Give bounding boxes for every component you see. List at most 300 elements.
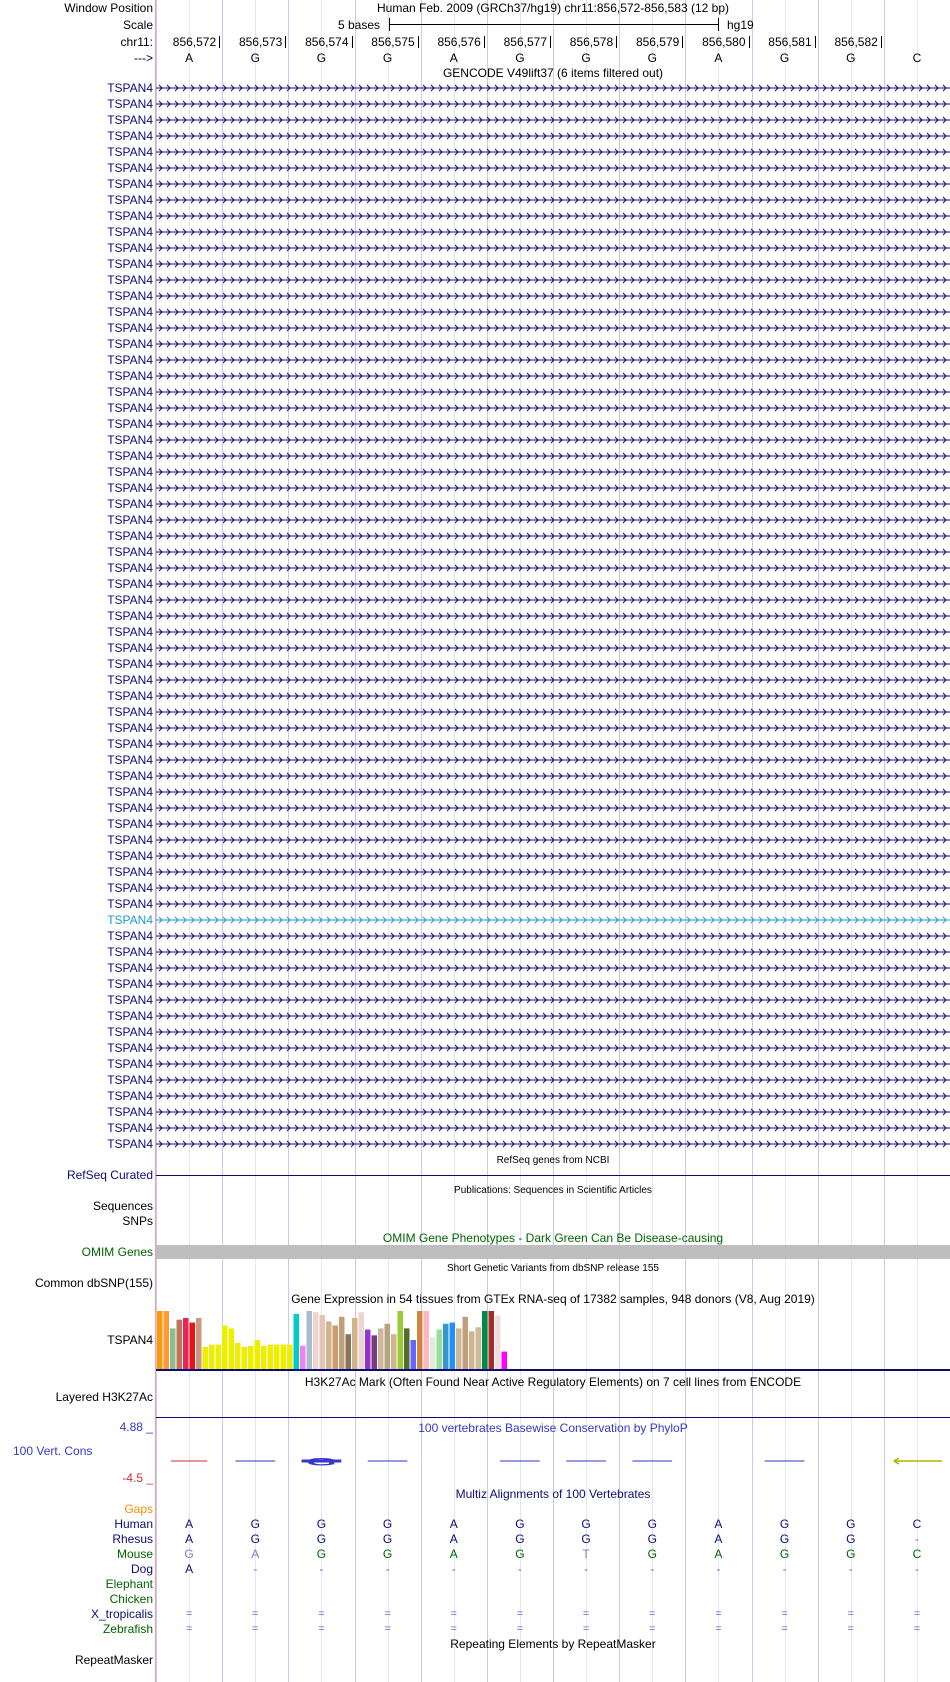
transcript-intron-line[interactable] <box>156 1042 950 1054</box>
gencode-transcript-row[interactable] <box>0 560 950 576</box>
transcript-label[interactable]: TSPAN4 <box>107 689 153 703</box>
transcript-label[interactable]: TSPAN4 <box>107 337 153 351</box>
gtex-tissue-bar[interactable] <box>352 1318 358 1369</box>
transcript-label[interactable]: TSPAN4 <box>107 929 153 943</box>
transcript-intron-line[interactable] <box>156 130 950 142</box>
gtex-track-title[interactable]: Gene Expression in 54 tissues from GTEx RNA-seq of 17382 samples, 948 donors (V8, Aug 2019) <box>291 1292 815 1306</box>
transcript-label[interactable]: TSPAN4 <box>107 385 153 399</box>
gencode-transcript-row[interactable] <box>0 272 950 288</box>
multiz-gaps-label[interactable]: Gaps <box>124 1502 153 1516</box>
transcript-intron-line[interactable] <box>156 1058 950 1070</box>
transcript-intron-line[interactable] <box>156 354 950 366</box>
transcript-intron-line[interactable] <box>156 802 950 814</box>
gtex-tissue-bar[interactable] <box>339 1317 345 1369</box>
gtex-tissue-bar[interactable] <box>437 1330 443 1369</box>
transcript-intron-line[interactable] <box>156 594 950 606</box>
gencode-transcript-row[interactable] <box>0 1008 950 1024</box>
transcript-label[interactable]: TSPAN4 <box>107 113 153 127</box>
transcript-intron-line[interactable] <box>156 1010 950 1022</box>
gencode-transcript-row[interactable] <box>0 448 950 464</box>
transcript-label[interactable]: TSPAN4 <box>107 1009 153 1023</box>
gtex-tissue-bar[interactable] <box>378 1328 384 1369</box>
gtex-tissue-bar[interactable] <box>417 1311 423 1369</box>
gencode-transcript-row[interactable] <box>0 784 950 800</box>
transcript-intron-line[interactable] <box>156 882 950 894</box>
multiz-species-label[interactable]: Rhesus <box>112 1532 153 1546</box>
gtex-tissue-bar[interactable] <box>411 1340 417 1369</box>
gencode-transcript-row[interactable] <box>0 336 950 352</box>
transcript-intron-line[interactable] <box>156 1074 950 1086</box>
transcript-label[interactable]: TSPAN4 <box>107 897 153 911</box>
multiz-aligned-base: G <box>647 1517 657 1531</box>
multiz-species-label[interactable]: Zebrafish <box>102 1622 153 1636</box>
gencode-transcript-row[interactable] <box>0 368 950 384</box>
transcript-label[interactable]: TSPAN4 <box>107 593 153 607</box>
transcript-label[interactable]: TSPAN4 <box>107 161 153 175</box>
gencode-transcript-row[interactable] <box>0 432 950 448</box>
multiz-track-title[interactable]: Multiz Alignments of 100 Vertebrates <box>455 1487 651 1501</box>
gencode-transcript-row[interactable] <box>0 240 950 256</box>
transcript-label[interactable]: TSPAN4 <box>107 465 153 479</box>
gtex-tissue-bar[interactable] <box>170 1328 176 1369</box>
gtex-tissue-bar[interactable] <box>248 1346 254 1369</box>
omim-track-title[interactable]: OMIM Gene Phenotypes - Dark Green Can Be Disease-causing <box>382 1231 724 1245</box>
gencode-transcript-row[interactable] <box>0 1040 950 1056</box>
assembly-position-title[interactable]: Human Feb. 2009 (GRCh37/hg19) chr11:856,572-856,583 (12 bp) <box>376 1 729 15</box>
gtex-tissue-bar[interactable] <box>372 1335 378 1369</box>
gencode-transcript-row[interactable] <box>0 480 950 496</box>
transcript-intron-line[interactable] <box>156 866 950 878</box>
transcript-label[interactable]: TSPAN4 <box>107 1137 153 1151</box>
transcript-label[interactable]: TSPAN4 <box>107 321 153 335</box>
transcript-intron-line[interactable] <box>156 402 950 414</box>
gencode-transcript-row[interactable] <box>0 576 950 592</box>
gtex-tissue-bar[interactable] <box>300 1346 306 1369</box>
transcript-intron-line[interactable] <box>156 178 950 190</box>
transcript-label[interactable]: TSPAN4 <box>107 801 153 815</box>
transcript-label[interactable]: TSPAN4 <box>107 1073 153 1087</box>
transcript-label[interactable]: TSPAN4 <box>107 865 153 879</box>
transcript-intron-line[interactable] <box>156 946 950 958</box>
phylop-track-label[interactable]: 100 Vert. Cons <box>13 1444 93 1458</box>
transcript-intron-line[interactable] <box>156 370 950 382</box>
transcript-label[interactable]: TSPAN4 <box>107 657 153 671</box>
transcript-intron-line[interactable] <box>156 994 950 1006</box>
multiz-species-row[interactable] <box>0 1532 950 1547</box>
transcript-label[interactable]: TSPAN4 <box>107 529 153 543</box>
gencode-transcript-row[interactable] <box>0 976 950 992</box>
transcript-intron-line[interactable] <box>156 162 950 174</box>
transcript-intron-line[interactable] <box>156 642 950 654</box>
transcript-intron-line[interactable] <box>156 1138 950 1150</box>
gtex-tissue-bar[interactable] <box>294 1314 300 1369</box>
transcript-intron-line[interactable] <box>156 482 950 494</box>
multiz-species-label[interactable]: Dog <box>130 1562 153 1576</box>
gencode-transcript-row[interactable] <box>0 80 950 96</box>
gtex-tissue-bar[interactable] <box>242 1347 248 1369</box>
gtex-tissue-bar[interactable] <box>216 1345 222 1369</box>
gtex-tissue-bar[interactable] <box>502 1352 508 1369</box>
transcript-label[interactable]: TSPAN4 <box>107 241 153 255</box>
gencode-transcript-row[interactable] <box>0 112 950 128</box>
transcript-intron-line[interactable] <box>156 562 950 574</box>
gtex-tissue-bar[interactable] <box>268 1345 274 1369</box>
gencode-transcript-row[interactable] <box>0 688 950 704</box>
gtex-tissue-bar[interactable] <box>183 1318 189 1369</box>
transcript-intron-line[interactable] <box>156 194 950 206</box>
refseq-track-title[interactable]: RefSeq genes from NCBI <box>496 1155 610 1166</box>
gencode-transcript-row[interactable] <box>0 624 950 640</box>
transcript-intron-line[interactable] <box>156 770 950 782</box>
transcript-label[interactable]: TSPAN4 <box>107 641 153 655</box>
transcript-label[interactable]: TSPAN4 <box>107 785 153 799</box>
gencode-transcript-row[interactable] <box>0 208 950 224</box>
transcript-label[interactable]: TSPAN4 <box>107 545 153 559</box>
gtex-tissue-bar[interactable] <box>235 1343 241 1369</box>
gtex-tissue-bar[interactable] <box>476 1327 482 1369</box>
gtex-track-label[interactable]: TSPAN4 <box>107 1333 153 1347</box>
gencode-transcript-row[interactable] <box>0 224 950 240</box>
gencode-transcript-row[interactable] <box>0 656 950 672</box>
gtex-tissue-bar[interactable] <box>385 1324 391 1369</box>
gencode-transcript-row[interactable] <box>0 704 950 720</box>
gtex-tissue-bar[interactable] <box>326 1321 332 1369</box>
gtex-tissue-bar[interactable] <box>177 1320 183 1369</box>
gencode-transcript-row[interactable] <box>0 512 950 528</box>
transcript-label[interactable]: TSPAN4 <box>107 1121 153 1135</box>
transcript-label[interactable]: TSPAN4 <box>107 769 153 783</box>
transcript-intron-line[interactable] <box>156 274 950 286</box>
omim-gene-bar[interactable] <box>156 1245 950 1259</box>
gtex-tissue-bar[interactable] <box>346 1334 352 1369</box>
transcript-label[interactable]: TSPAN4 <box>107 1041 153 1055</box>
transcript-intron-line[interactable] <box>156 1026 950 1038</box>
transcript-label[interactable]: TSPAN4 <box>107 209 153 223</box>
gencode-transcript-row[interactable] <box>0 816 950 832</box>
multiz-species-row[interactable] <box>0 1547 950 1562</box>
transcript-intron-line[interactable] <box>156 146 950 158</box>
transcript-label[interactable]: TSPAN4 <box>107 353 153 367</box>
gtex-tissue-bar[interactable] <box>450 1323 456 1369</box>
gtex-tissue-bar[interactable] <box>489 1311 495 1369</box>
transcript-intron-line[interactable] <box>156 1090 950 1102</box>
transcript-label[interactable]: TSPAN4 <box>107 961 153 975</box>
gencode-transcript-row[interactable] <box>0 320 950 336</box>
transcript-label[interactable]: TSPAN4 <box>107 193 153 207</box>
transcript-label[interactable]: TSPAN4 <box>107 401 153 415</box>
publications-snps-label[interactable]: SNPs <box>122 1214 153 1228</box>
transcript-intron-line[interactable] <box>156 962 950 974</box>
transcript-intron-line[interactable] <box>156 498 950 510</box>
gencode-transcript-row[interactable] <box>0 832 950 848</box>
gencode-track-title[interactable]: GENCODE V49lift37 (6 items filtered out) <box>442 66 664 80</box>
gencode-transcript-row[interactable] <box>0 176 950 192</box>
transcript-label[interactable]: TSPAN4 <box>107 833 153 847</box>
transcript-label[interactable]: TSPAN4 <box>107 1089 153 1103</box>
gencode-transcript-row[interactable] <box>0 1136 950 1152</box>
gtex-tissue-bar[interactable] <box>333 1326 339 1370</box>
gencode-transcript-row[interactable] <box>0 880 950 896</box>
transcript-label[interactable]: TSPAN4 <box>107 497 153 511</box>
transcript-label[interactable]: TSPAN4 <box>107 97 153 111</box>
gencode-transcript-row[interactable] <box>0 288 950 304</box>
gtex-tissue-bar[interactable] <box>203 1347 209 1369</box>
gencode-transcript-row[interactable] <box>0 944 950 960</box>
transcript-intron-line[interactable] <box>156 658 950 670</box>
transcript-intron-line[interactable] <box>156 978 950 990</box>
transcript-label[interactable]: TSPAN4 <box>107 977 153 991</box>
transcript-label[interactable]: TSPAN4 <box>107 849 153 863</box>
transcript-intron-line[interactable] <box>156 674 950 686</box>
gtex-tissue-bar[interactable] <box>469 1331 475 1369</box>
gencode-transcript-row[interactable] <box>0 464 950 480</box>
gtex-tissue-bar[interactable] <box>482 1311 488 1369</box>
gtex-tissue-bar[interactable] <box>281 1345 287 1369</box>
transcript-intron-line[interactable] <box>156 546 950 558</box>
gencode-transcript-row[interactable] <box>0 896 950 912</box>
transcript-intron-line[interactable] <box>156 818 950 830</box>
gtex-tissue-bar[interactable] <box>313 1312 319 1369</box>
transcript-label[interactable]: TSPAN4 <box>107 1057 153 1071</box>
transcript-intron-line[interactable] <box>156 82 950 94</box>
transcript-intron-line[interactable] <box>156 626 950 638</box>
gencode-transcript-row[interactable] <box>0 1120 950 1136</box>
transcript-label[interactable]: TSPAN4 <box>107 945 153 959</box>
gencode-transcript-row[interactable] <box>0 304 950 320</box>
repeatmasker-track-title[interactable]: Repeating Elements by RepeatMasker <box>450 1637 656 1651</box>
transcript-intron-line[interactable] <box>156 834 950 846</box>
transcript-intron-line[interactable] <box>156 210 950 222</box>
gencode-transcript-row[interactable] <box>0 416 950 432</box>
transcript-label[interactable]: TSPAN4 <box>107 817 153 831</box>
transcript-label[interactable]: TSPAN4 <box>107 753 153 767</box>
transcript-label[interactable]: TSPAN4 <box>107 513 153 527</box>
multiz-alignment-block[interactable] <box>0 1517 950 1637</box>
transcript-intron-line[interactable] <box>156 434 950 446</box>
gencode-transcript-row[interactable] <box>0 768 950 784</box>
transcript-intron-line[interactable] <box>156 114 950 126</box>
transcript-intron-line[interactable] <box>156 322 950 334</box>
transcript-intron-line[interactable] <box>156 514 950 526</box>
transcript-label[interactable]: TSPAN4 <box>107 145 153 159</box>
transcript-intron-line[interactable] <box>156 450 950 462</box>
transcript-intron-line[interactable] <box>156 914 950 926</box>
gencode-transcript-row[interactable] <box>0 928 950 944</box>
transcript-intron-line[interactable] <box>156 930 950 942</box>
transcript-label[interactable]: TSPAN4 <box>107 481 153 495</box>
gtex-tissue-bar[interactable] <box>424 1311 430 1369</box>
gencode-transcript-row[interactable] <box>0 720 950 736</box>
transcript-label[interactable]: TSPAN4 <box>107 577 153 591</box>
transcript-label[interactable]: TSPAN4 <box>107 129 153 143</box>
phylop-conservation-plot[interactable] <box>156 1450 950 1470</box>
gtex-tissue-bar[interactable] <box>229 1328 235 1369</box>
transcript-label[interactable]: TSPAN4 <box>107 993 153 1007</box>
gtex-tissue-bar[interactable] <box>404 1328 410 1369</box>
transcript-intron-line[interactable] <box>156 850 950 862</box>
gtex-tissue-bar[interactable] <box>190 1323 196 1369</box>
transcript-intron-line[interactable] <box>156 578 950 590</box>
gencode-transcript-row[interactable] <box>0 352 950 368</box>
gtex-tissue-bar[interactable] <box>495 1316 501 1369</box>
multiz-species-row[interactable] <box>0 1577 950 1592</box>
gencode-transcript-row[interactable] <box>0 1024 950 1040</box>
multiz-species-row[interactable] <box>0 1592 950 1607</box>
gtex-tissue-bar[interactable] <box>196 1318 202 1369</box>
transcript-label[interactable]: TSPAN4 <box>107 273 153 287</box>
transcript-intron-line[interactable] <box>156 242 950 254</box>
transcript-intron-line[interactable] <box>156 306 950 318</box>
gtex-tissue-bar[interactable] <box>164 1311 170 1369</box>
transcript-intron-line[interactable] <box>156 786 950 798</box>
transcript-label[interactable]: TSPAN4 <box>107 225 153 239</box>
multiz-species-label[interactable]: X_tropicalis <box>90 1607 153 1621</box>
gencode-transcript-row[interactable] <box>0 496 950 512</box>
transcript-label[interactable]: TSPAN4 <box>107 289 153 303</box>
gtex-tissue-bar[interactable] <box>261 1346 267 1369</box>
transcript-intron-line[interactable] <box>156 338 950 350</box>
gencode-transcript-row[interactable] <box>0 960 950 976</box>
transcript-intron-line[interactable] <box>156 386 950 398</box>
gtex-tissue-bar[interactable] <box>456 1328 462 1369</box>
multiz-species-row[interactable] <box>0 1517 950 1532</box>
transcript-label[interactable]: TSPAN4 <box>107 81 153 95</box>
gencode-transcript-row[interactable] <box>0 96 950 112</box>
transcript-label[interactable]: TSPAN4 <box>107 369 153 383</box>
multiz-species-label[interactable]: Mouse <box>116 1547 153 1561</box>
gencode-transcript-row[interactable] <box>0 528 950 544</box>
multiz-aligned-base: = <box>913 1608 921 1620</box>
transcript-label[interactable]: TSPAN4 <box>107 177 153 191</box>
gtex-tissue-bar[interactable] <box>391 1334 397 1369</box>
transcript-label[interactable]: TSPAN4 <box>107 305 153 319</box>
gencode-track[interactable] <box>0 80 950 1152</box>
gencode-transcript-row[interactable] <box>0 848 950 864</box>
gencode-transcript-row[interactable] <box>0 400 950 416</box>
gencode-transcript-row[interactable] <box>0 992 950 1008</box>
transcript-intron-line[interactable] <box>156 1106 950 1118</box>
transcript-intron-line[interactable] <box>156 290 950 302</box>
transcript-intron-line[interactable] <box>156 466 950 478</box>
phylop-track-title[interactable]: 100 vertebrates Basewise Conservation by PhyloP <box>418 1421 688 1435</box>
transcript-intron-line[interactable] <box>156 610 950 622</box>
transcript-label[interactable]: TSPAN4 <box>107 1105 153 1119</box>
transcript-label[interactable]: TSPAN4 <box>107 1025 153 1039</box>
gencode-transcript-row[interactable] <box>0 1072 950 1088</box>
transcript-label[interactable]: TSPAN4 <box>107 705 153 719</box>
gtex-tissue-bar[interactable] <box>255 1340 261 1369</box>
transcript-intron-line[interactable] <box>156 738 950 750</box>
gtex-expression-chart[interactable] <box>156 1308 950 1370</box>
transcript-label[interactable]: TSPAN4 <box>107 913 153 927</box>
gtex-tissue-bar[interactable] <box>307 1311 313 1369</box>
dbsnp-track-title[interactable]: Short Genetic Variants from dbSNP release 155 <box>447 1263 659 1274</box>
gtex-tissue-bar[interactable] <box>287 1345 293 1369</box>
publications-track-title[interactable]: Publications: Sequences in Scientific Articles <box>454 1185 652 1196</box>
gtex-tissue-bar[interactable] <box>274 1345 280 1369</box>
gencode-transcript-row[interactable] <box>0 384 950 400</box>
multiz-species-label[interactable]: Elephant <box>105 1577 153 1591</box>
omim-track-label[interactable]: OMIM Genes <box>81 1245 153 1259</box>
transcript-label[interactable]: TSPAN4 <box>107 609 153 623</box>
transcript-intron-line[interactable] <box>156 530 950 542</box>
transcript-label[interactable]: TSPAN4 <box>107 737 153 751</box>
transcript-label[interactable]: TSPAN4 <box>107 673 153 687</box>
transcript-label[interactable]: TSPAN4 <box>107 625 153 639</box>
gencode-transcript-row[interactable] <box>0 256 950 272</box>
gencode-transcript-row[interactable] <box>0 672 950 688</box>
gencode-transcript-row[interactable] <box>0 752 950 768</box>
gencode-transcript-row[interactable] <box>0 592 950 608</box>
transcript-label[interactable]: TSPAN4 <box>107 721 153 735</box>
transcript-intron-line[interactable] <box>156 1122 950 1134</box>
gencode-transcript-row[interactable] <box>0 1104 950 1120</box>
gtex-tissue-bar[interactable] <box>157 1311 163 1369</box>
multiz-species-row[interactable] <box>0 1562 950 1577</box>
h3k27ac-track-title[interactable]: H3K27Ac Mark (Often Found Near Active Regulatory Elements) on 7 cell lines from ENCODE <box>304 1375 802 1389</box>
publications-sequences-label[interactable]: Sequences <box>92 1199 153 1213</box>
gtex-tissue-bar[interactable] <box>320 1315 326 1369</box>
transcript-label[interactable]: TSPAN4 <box>107 257 153 271</box>
gtex-tissue-bar[interactable] <box>209 1345 215 1369</box>
gencode-transcript-row[interactable] <box>0 192 950 208</box>
transcript-label[interactable]: TSPAN4 <box>107 881 153 895</box>
gtex-tissue-bar[interactable] <box>359 1312 365 1369</box>
refseq-track-label[interactable]: RefSeq Curated <box>66 1168 153 1182</box>
gencode-transcript-row[interactable] <box>0 1056 950 1072</box>
gtex-tissue-bar[interactable] <box>222 1326 228 1370</box>
transcript-label[interactable]: TSPAN4 <box>107 449 153 463</box>
gencode-transcript-row[interactable] <box>0 640 950 656</box>
gtex-tissue-bar[interactable] <box>398 1311 404 1369</box>
transcript-intron-line[interactable] <box>156 418 950 430</box>
repeatmasker-track-label[interactable]: RepeatMasker <box>74 1653 153 1667</box>
gencode-transcript-row[interactable] <box>0 608 950 624</box>
h3k27ac-track-label[interactable]: Layered H3K27Ac <box>55 1390 153 1404</box>
gtex-tissue-bar[interactable] <box>430 1337 436 1369</box>
gtex-tissue-bar[interactable] <box>443 1324 449 1369</box>
gencode-transcript-row[interactable] <box>0 800 950 816</box>
transcript-intron-line[interactable] <box>156 258 950 270</box>
gencode-transcript-row[interactable] <box>0 912 950 928</box>
transcript-intron-line[interactable] <box>156 706 950 718</box>
multiz-species-row[interactable] <box>0 1607 950 1622</box>
transcript-intron-line[interactable] <box>156 98 950 110</box>
transcript-intron-line[interactable] <box>156 226 950 238</box>
transcript-intron-line[interactable] <box>156 754 950 766</box>
transcript-label[interactable]: TSPAN4 <box>107 417 153 431</box>
gencode-transcript-row[interactable] <box>0 160 950 176</box>
gencode-transcript-row[interactable] <box>0 144 950 160</box>
gtex-tissue-bar[interactable] <box>365 1330 371 1369</box>
gencode-transcript-row[interactable] <box>0 544 950 560</box>
transcript-label[interactable]: TSPAN4 <box>107 433 153 447</box>
multiz-species-label[interactable]: Human <box>114 1517 153 1531</box>
transcript-intron-line[interactable] <box>156 690 950 702</box>
gencode-transcript-row[interactable] <box>0 736 950 752</box>
transcript-intron-line[interactable] <box>156 898 950 910</box>
gencode-transcript-row[interactable] <box>0 864 950 880</box>
position-ruler[interactable] <box>0 35 950 51</box>
transcript-intron-line[interactable] <box>156 722 950 734</box>
transcript-label[interactable]: TSPAN4 <box>107 561 153 575</box>
gtex-tissue-bar[interactable] <box>463 1317 469 1369</box>
multiz-species-label[interactable]: Chicken <box>109 1592 153 1606</box>
dbsnp-track-label[interactable]: Common dbSNP(155) <box>34 1276 153 1290</box>
gencode-transcript-row[interactable] <box>0 1088 950 1104</box>
multiz-species-row[interactable] <box>0 1622 950 1637</box>
gencode-transcript-row[interactable] <box>0 128 950 144</box>
